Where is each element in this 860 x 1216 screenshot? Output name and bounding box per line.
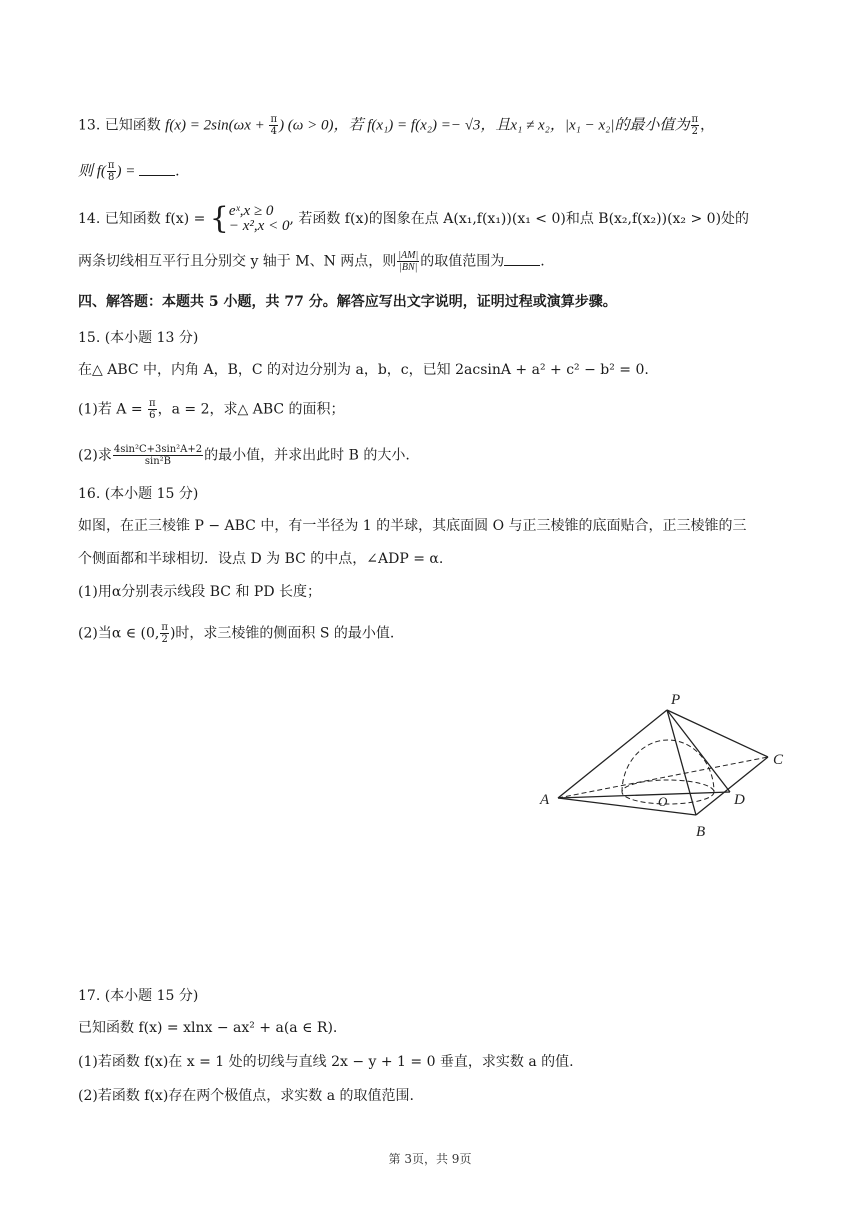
q15-stem: 在△ ABC 中，内角 A，B，C 的对边分别为 a，b，c，已知 2acsinA + a² + c² − b² = 0. bbox=[78, 362, 649, 378]
page-footer: 第 3页，共 9页 bbox=[388, 1152, 472, 1166]
edge-PD bbox=[667, 710, 730, 792]
q14-line2: 两条切线相互平行且分别交 y 轴于 M、N 两点，则 $\frac{|AM|}{|BN|}$ 的取值范围为 . bbox=[78, 250, 545, 273]
q15-part1: (1)若 A = $\frac{\pi}{6}$ ，a = 2，求△ ABC 的面积； bbox=[78, 398, 345, 421]
q17-stem: 已知函数 f(x) = xlnx − ax² + a(a ∈ R). bbox=[78, 1020, 338, 1036]
q16-stem2: 个侧面都和半球相切．设点 D 为 BC 的中点，∠ADP = α. bbox=[78, 551, 444, 567]
q15-part2: (2)求 $\frac{\text{4sin²C+3sin²A+2}}{\text{sin²B}}$ 的最小值，并求出此时 B 的大小. bbox=[78, 444, 410, 467]
label-A: A bbox=[540, 792, 550, 808]
q13-frac-pi-8: $\frac{\pi}{8}$ bbox=[107, 160, 115, 183]
q14-ratio: $\frac{|AM|}{|BN|}$ bbox=[398, 250, 419, 273]
q17-part1: (1)若函数 f(x)在 x = 1 处的切线与直线 2x − y + 1 = 0 垂直，求实数 a 的值. bbox=[78, 1054, 574, 1070]
piecewise-function: { eˣ,x ≥ 0 − x²,x < 0 bbox=[209, 201, 290, 236]
answer-blank bbox=[504, 253, 540, 266]
edge-PB bbox=[667, 710, 696, 815]
edge-PC bbox=[667, 710, 768, 757]
q15-header: 15. (本小题 13 分) bbox=[78, 330, 199, 346]
q17-header: 17. (本小题 15 分) bbox=[78, 988, 199, 1004]
q15-fraction: $\frac{\text{4sin²C+3sin²A+2}}{\text{sin²B}}$ bbox=[113, 444, 203, 467]
edge-PA bbox=[558, 710, 667, 798]
label-P: P bbox=[671, 692, 681, 708]
q13-line1: 13. 已知函数 f(x) = 2sin(ωx + $\frac{\pi}{4}$ ) (ω > 0)，若 f(x₁) = f(x₂) =− √3，且x₁ ≠ x₂，|x₁ − x₂|的最小值为 $\frac{\pi}{2}$ ， bbox=[78, 114, 715, 137]
q13-frac-pi-2: $\frac{\pi}{2}$ bbox=[691, 114, 699, 137]
q13-frac-pi-4: $\frac{\pi}{4}$ bbox=[270, 114, 278, 137]
hemisphere-arc bbox=[622, 740, 714, 792]
base-circle bbox=[622, 780, 714, 804]
q16-header: 16. (本小题 15 分) bbox=[78, 486, 199, 502]
q16-frac-pi-2: $\frac{\pi}{2}$ bbox=[161, 622, 168, 645]
q15-frac-pi-6: $\frac{\pi}{6}$ bbox=[149, 398, 156, 421]
answer-blank bbox=[139, 163, 175, 176]
label-B: B bbox=[696, 824, 706, 840]
q16-part2: (2)当α ∈ (0, $\frac{\pi}{2}$ )时，求三棱锥的侧面积 S 的最小值. bbox=[78, 622, 395, 645]
q16-part1: (1)用α分别表示线段 BC 和 PD 长度； bbox=[78, 584, 321, 600]
q17-part2: (2)若函数 f(x)存在两个极值点，求实数 a 的取值范围. bbox=[78, 1088, 414, 1104]
label-O: O bbox=[658, 794, 668, 809]
pyramid-figure bbox=[530, 680, 800, 850]
section-header: 四、解答题：本题共 5 小题，共 77 分。解答应写出文字说明，证明过程或演算步骤。 bbox=[78, 294, 617, 310]
q16-stem1: 如图，在正三棱锥 P − ABC 中，有一半径为 1 的半球，其底面圆 O 与正三棱锥的底面贴合，正三棱锥的三 bbox=[78, 518, 747, 534]
edge-AB bbox=[558, 798, 696, 815]
label-D: D bbox=[734, 792, 745, 808]
q14-line1: 14. 已知函数 f(x) = { eˣ,x ≥ 0 − x²,x < 0 , 若函数 f(x)的图象在点 A(x₁,f(x₁))(x₁ < 0)和点 B(x₂,f(x₂))(x₂ > 0)处的 bbox=[78, 201, 750, 236]
label-C: C bbox=[773, 752, 784, 768]
q13-line2: 则 f( $\frac{\pi}{8}$ ) = . bbox=[78, 160, 180, 183]
